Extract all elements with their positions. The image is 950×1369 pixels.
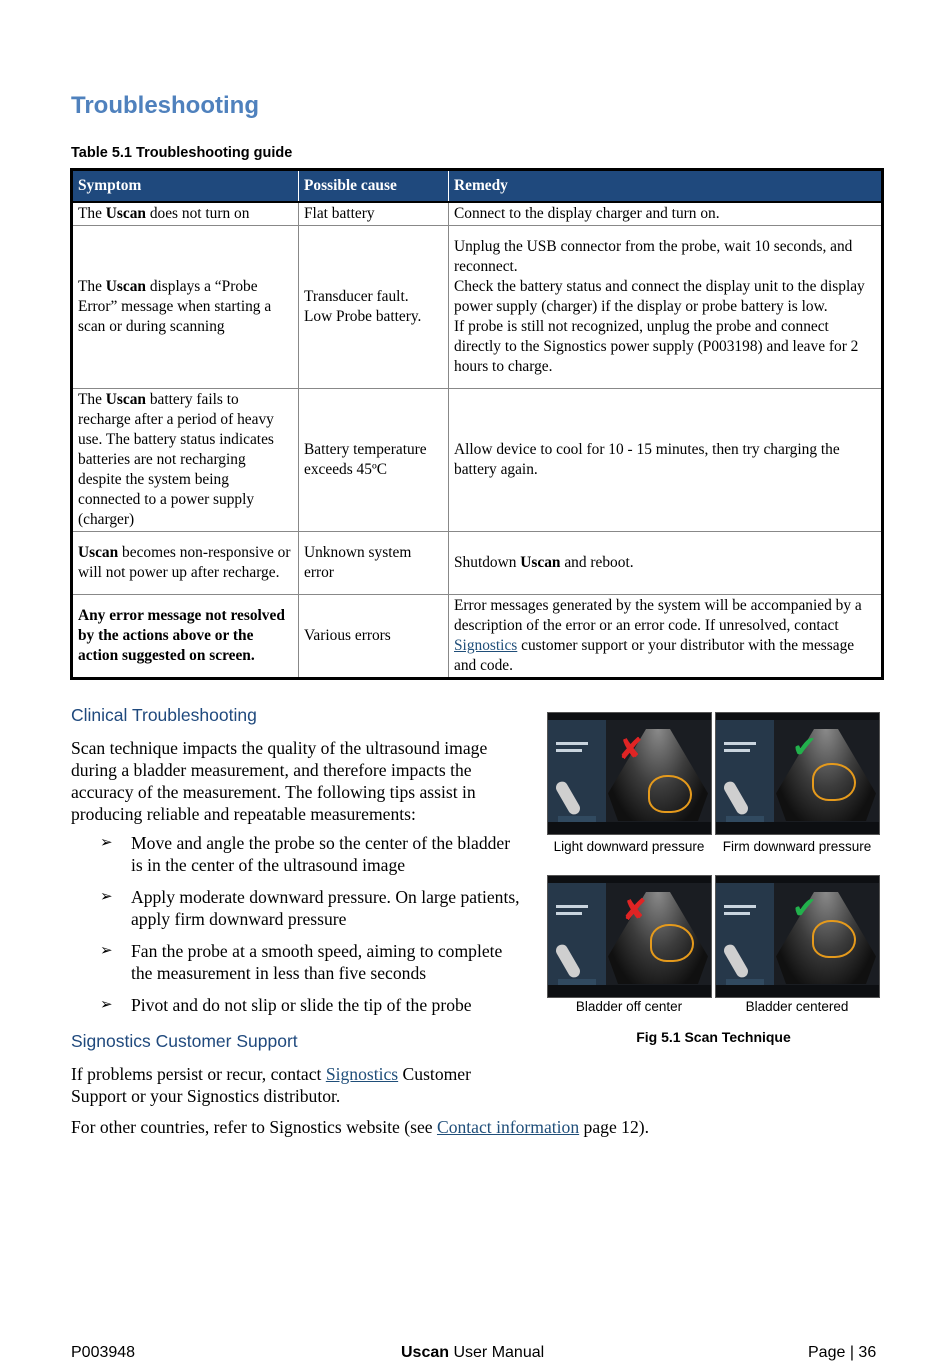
checkmark-icon: ✔	[792, 730, 818, 765]
list-item: ➢ Move and angle the probe so the center of the bladder is in the center of the ultrasound image	[100, 833, 511, 875]
symptom-cell: The Uscan displays a “Probe Error” message when starting a scan or during scanning	[72, 226, 299, 389]
cause-cell: Various errors	[299, 595, 449, 679]
table-row	[72, 595, 883, 679]
signostics-link[interactable]: Signostics	[325, 1064, 399, 1084]
cause-cell: Battery temperature exceeds 45ºC	[299, 389, 449, 532]
remedy-cell: Shutdown Uscan and reboot.	[449, 532, 883, 595]
remedy-cell: Allow device to cool for 10 - 15 minutes, then try charging the battery again.	[449, 389, 883, 532]
remedy-cell: Connect to the display charger and turn on.	[449, 202, 883, 226]
page-title: Troubleshooting	[71, 92, 259, 119]
other-countries-paragraph: For other countries, refer to Signostics website (see Contact information page 12).	[71, 1117, 650, 1137]
figure-label: Firm downward pressure	[722, 839, 872, 854]
footer-page-number: Page | 36	[808, 1344, 877, 1361]
tips-list	[100, 832, 520, 1026]
arrow-bullet-icon: ➢	[100, 835, 113, 851]
signostics-link[interactable]: Signostics	[454, 637, 518, 654]
table-header-row	[72, 170, 883, 203]
cross-icon: ✘	[622, 893, 648, 928]
table-row	[72, 389, 883, 532]
header-remedy: Remedy	[449, 170, 883, 203]
troubleshooting-table	[70, 168, 884, 680]
scan-image-centered	[715, 875, 880, 998]
table-row	[72, 202, 883, 226]
table-caption: Table 5.1 Troubleshooting guide	[71, 145, 293, 161]
symptom-cell: Any error message not resolved by the actions above or the action suggested on screen.	[72, 595, 299, 679]
scan-image-firm-pressure	[715, 712, 880, 835]
cause-cell: Transducer fault. Low Probe battery.	[299, 226, 449, 389]
list-item: ➢ Fan the probe at a smooth speed, aiming to complete the measurement in less than five seconds	[100, 941, 503, 983]
clinical-heading: Clinical Troubleshooting	[71, 705, 257, 725]
scan-image-off-center	[547, 875, 712, 998]
cross-icon: ✘	[618, 732, 644, 767]
table-row	[72, 532, 883, 595]
figure-label: Bladder off center	[575, 999, 683, 1014]
table-row	[72, 226, 883, 389]
remedy-cell: Unplug the USB connector from the probe, wait 10 seconds, and reconnect. Check the battery status and connect the display unit to the display power supply (charger) if the display or probe battery is low. If probe is still not recognized, unplug the probe and connect directly to the Signostics power supply (P003198) and leave for 2 hours to charge.	[449, 226, 883, 389]
footer-title: Uscan User Manual	[401, 1344, 545, 1361]
scan-image-light-pressure	[547, 712, 712, 835]
figure-caption: Fig 5.1 Scan Technique	[636, 1029, 791, 1045]
arrow-bullet-icon: ➢	[100, 889, 113, 905]
footer-doc-id: P003948	[71, 1344, 136, 1361]
header-symptom: Symptom	[72, 170, 299, 203]
symptom-cell: Uscan becomes non-responsive or will not power up after recharge.	[72, 532, 299, 595]
cause-cell: Flat battery	[299, 202, 449, 226]
contact-information-link[interactable]: Contact information	[436, 1117, 580, 1137]
support-heading: Signostics Customer Support	[71, 1031, 298, 1051]
cause-cell: Unknown system error	[299, 532, 449, 595]
figure-label: Light downward pressure	[553, 839, 705, 854]
checkmark-icon: ✔	[792, 891, 818, 926]
symptom-cell: The Uscan battery fails to recharge after a period of heavy use. The battery status indicates batteries are not recharging despite the system being connected to a power supply (charger)	[72, 389, 299, 532]
arrow-bullet-icon: ➢	[100, 997, 113, 1013]
arrow-bullet-icon: ➢	[100, 943, 113, 959]
clinical-intro: Scan technique impacts the quality of the ultrasound image during a bladder measurement, and therefore impacts the accuracy of the measurement. The following tips assist in producing reliable and repeatable measurements:	[71, 738, 488, 824]
list-item: ➢ Pivot and do not slip or slide the tip of the probe	[100, 995, 472, 1015]
list-item: ➢ Apply moderate downward pressure. On large patients, apply firm downward pressure	[100, 887, 520, 929]
support-paragraph: If problems persist or recur, contact Signostics Customer Support or your Signostics distributor.	[71, 1064, 471, 1106]
symptom-cell: The Uscan does not turn on	[72, 202, 299, 226]
remedy-cell: Error messages generated by the system will be accompanied by a description of the error or an error code. If unresolved, contact Signostics customer support or your distributor with the message and code.	[449, 595, 883, 679]
figure-label: Bladder centered	[745, 999, 849, 1014]
header-possible-cause: Possible cause	[299, 170, 449, 203]
